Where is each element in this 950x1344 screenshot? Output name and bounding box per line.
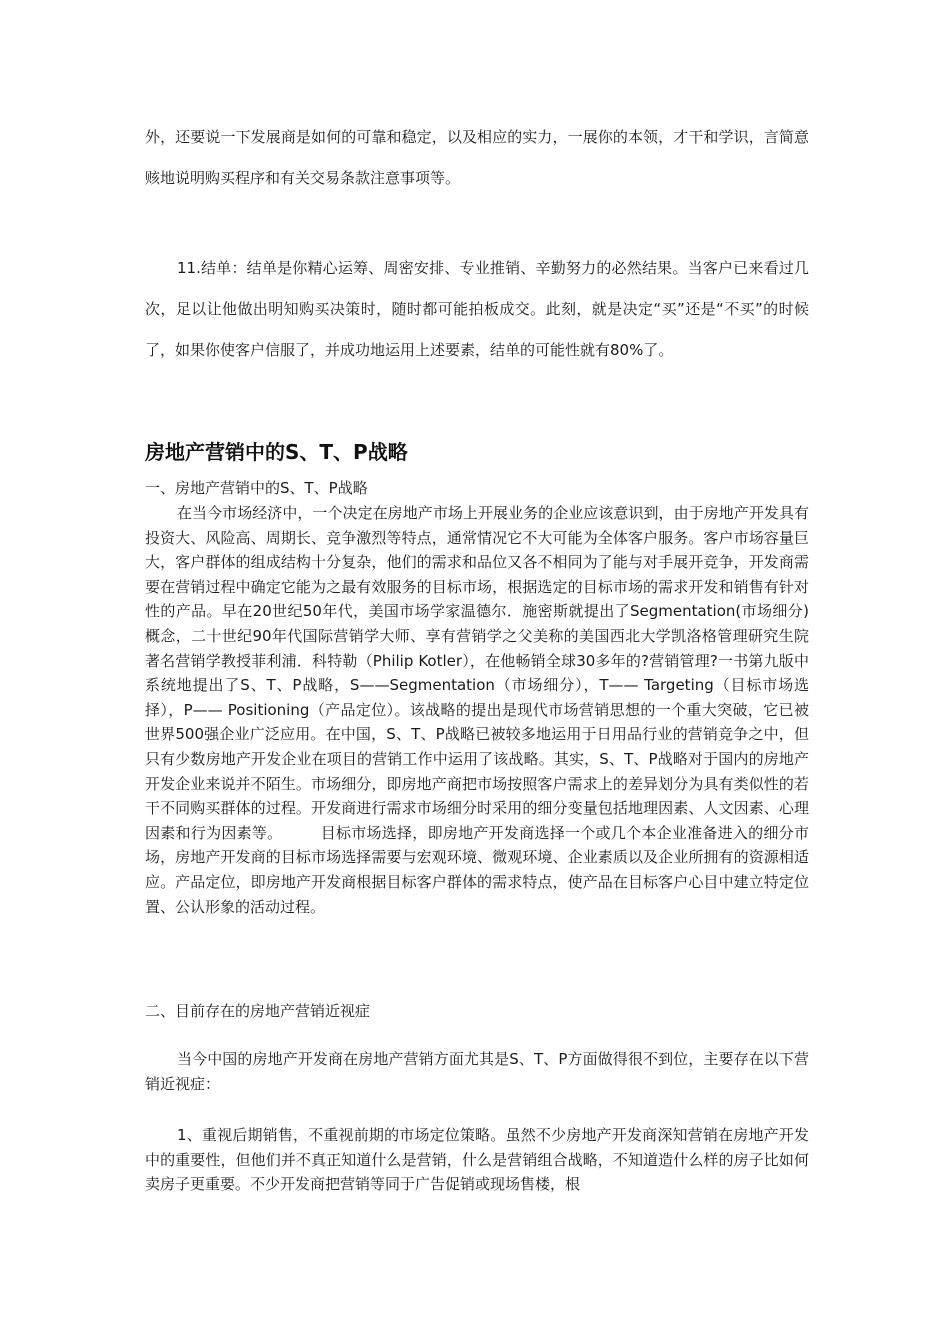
intro-paragraph: 外，还要说一下发展商是如何的可靠和稳定，以及相应的实力，一展你的本领，才干和学识，言简意赅地说明购买程序和有关交易条款注意事项等。 xyxy=(145,128,809,187)
point-1-paragraph: 1、重视后期销售，不重视前期的市场定位策略。虽然不少房地产开发商深知营销在房地产开发中的重要性，但他们并不真正知道什么是营销，什么是营销组合战略，不知道造什么样的房子比如何卖房子更重要。不少开发商把营销等同于广告促销或现场售楼，根 xyxy=(145,1126,809,1194)
closing-paragraph: 11.结单：结单是你精心运筹、周密安排、专业推销、辛勤努力的必然结果。当客户已来看过几次，足以让他做出明知购买决策时，随时都可能拍板成交。此刻，就是决定“买”还是“不买”的时候了，如果你使客户信服了，并成功地运用上述要素，结单的可能性就有80%了。 xyxy=(145,259,809,359)
main-heading: 房地产营销中的S、T、P战略 xyxy=(145,440,408,464)
section-1-heading: 一、房地产营销中的S、T、P战略 xyxy=(145,479,368,497)
stp-body-paragraph: 在当今市场经济中，一个决定在房地产市场上开展业务的企业应该意识到，由于房地产开发具有投资大、风险高、周期长、竞争激烈等特点，通常情况它不大可能为全体客户服务。客户市场容量巨大，客户群体的组成结构十分复杂，他们的需求和品位又各不相同为了能与对手展开竞争，开发商需要在营销过程中确定它能为之最有效服务的目标市场，根据选定的目标市场的需求开发和销售有针对性的产品。早在20世纪50年代，美国市场学家温德尔．施密斯就提出了Segmentation(市场细分)概念，二十世纪90年代国际营销学大师、享有营销学之父美称的美国西北大学凯洛格管理研究生院著名营销学教授菲利浦．科特勒（Philip Kotler），在他畅销全球30多年的?营销管理?一书第九版中系统地提出了S、T、P战略，S——Segmentation（市场细分），T—— Targeting（目标市场选择），P—— Positioning（产品定位）。该战略的提出是现代市场营销思想的一个重大突破，它已被世界500强企业广泛应用。在中国，S、T、P战略已被较多地运用于日用品行业的营销竞争之中，但只有少数房地产开发企业在项目的营销工作中运用了该战略。其实，S、T、P战略对于国内的房地产开发企业来说并不陌生。市场细分，即房地产商把市场按照客户需求上的差异划分为具有类似性的若干不同购买群体的过程。开发商进行需求市场细分时采用的细分变量包括地理因素、人文因素、心理因素和行为因素等。 目标市场选择，即房地产开发商选择一个或几个本企业准备进入的细分市场，房地产开发商的目标市场选择需要与宏观环境、微观环境、企业素质以及企业所拥有的资源相适应。产品定位，即房地产开发商根据目标客户群体的需求特点，使产品在目标客户心目中建立特定位置、公认形象的活动过程。 xyxy=(145,504,809,916)
section-2-heading: 二、目前存在的房地产营销近视症 xyxy=(145,1002,371,1020)
myopia-intro-paragraph: 当今中国的房地产开发商在房地产营销方面尤其是S、T、P方面做得很不到位，主要存在以下营销近视症： xyxy=(145,1050,809,1093)
